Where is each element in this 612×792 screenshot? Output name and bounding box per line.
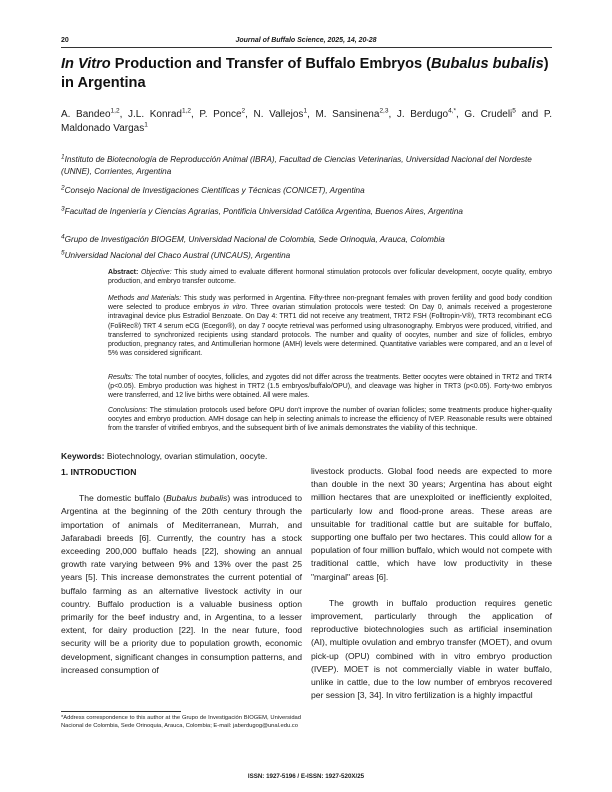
author-affiliation-mark: 5 [512, 107, 516, 115]
author-name: P. Maldonado Vargas [61, 109, 552, 134]
affiliation-number: 4 [61, 233, 65, 241]
section-heading: 1. INTRODUCTION [61, 467, 137, 477]
author-name: J.L. Konrad [127, 109, 182, 120]
abstract-objective: Abstract: Objective: This study aimed to evaluate different hormonal stimulation protocols over follicular development, oocyte quality, embryo production, and embryo transfer outcome. [108, 269, 552, 286]
intro-paragraph-1-continued: livestock products. Global food needs are expected to more than double in the next 30 years; Argentina has about eight million hectares that are unexploited or inefficiently exploited, particularly low and flood-prone areas. These areas are unsuitable for traditional cattle but are suitable for buffalo, supporting one buffalo per two hectares. This could allow for a population of four million buffalo, which would not compete with traditional cattle, which have low productivity in these "marginal" areas [6]. [311, 466, 552, 582]
intro-paragraph-1: The domestic buffalo (Bubalus bubalis) was introduced to Argentina at the beginning of the 20th century through the importation of animals of Mediterranean, Murrah, and Jafarabadi breeds [6]. Currently, the country has a stock exceeding 200,000 buffalo heads [22], showing an annual growth rate varying between 9% and 13% over the past 25 years [5]. This increase demonstrates the current potential of buffalo farming as an alternative livestock activity in our country. Buffalo production is a valuable business option primarily for the beef industry and, in Argentina, to a lesser extent, for dairy production [22]. In the near future, food security will be a priority due to population growth, economic development, significant changes in consumption patterns, and increased consumption of [61, 493, 302, 675]
affiliation-text: Facultad de Ingeniería y Ciencias Agrarias, Pontificia Universidad Católica Argentina, Buenos Aires, Argentina [64, 207, 463, 216]
author-name: P. Ponce [199, 109, 242, 120]
keywords: Keywords: Biotechnology, ovarian stimulation, oocyte. [61, 451, 268, 461]
affiliation [61, 154, 552, 177]
intro-paragraph-2: The growth in buffalo production requires genetic improvement, particularly through the application of reproductive biotechnologies such as artificial insemination (AI), multiple ovulation and embryo transfer (MOET), and ovum pick-up (OPU) combined with in vitro embryo production (IVEP). MOET is not commercially viable in water buffalo, unlike in cattle, due to the low number of embryos recovered per session [3, 34]. In vitro fertilization is a highly impactful [311, 597, 552, 701]
author-list [61, 108, 552, 136]
abstract-methods: Methods and Materials: This study was performed in Argentina. Fifty-three non-pregnant females with proven fertility and good body condition were selected to produce embryos in vitro. Three ovarian stimulation protocols were tested: On Day 0, animals received a progesterone intravaginal device plus Estradiol Benzoate. On Day 4: TRT1 did not receive any treatment, TRT2 FSH (Folltropin-V®), TRT3 recombinant eCG (FoliRec®) TRT 4 serum eCG (Ecegon®), on day 7 oocyte retrieval was performed using ultrasonography. Embryos were produced, vitrified, and transferred to synchronized recipients using standard protocols. The number and quality of oocytes, number and size of follicles, embryo production, pregnancy rates, and Antimullerian hormone (AMH) levels were determined. Quantitative variables were compared, and an α level of 5% was considered significant. [108, 295, 553, 358]
author-separator: , [245, 109, 254, 120]
author-separator: , [119, 109, 128, 120]
author-name: G. Crudeli [464, 109, 513, 120]
author-affiliation-mark: 2 [241, 107, 246, 115]
affiliation-number: 1 [61, 153, 65, 161]
author-affiliation-mark: 1,2 [110, 107, 120, 115]
affiliation [61, 206, 552, 218]
author-name: J. Berdugo [396, 109, 449, 120]
abstract-conclusions: Conclusions: The stimulation protocols used before OPU don't improve the number of ovarian follicles; some treatments produce higher-quality oocytes and embryo production. AMH dosage can help in selecting animals to increase the efficiency of IVEP. Reasonable results were obtained from the transfer of vitrified embryos, and the subsequent birth of live animals demonstrates the viability of this technique. [108, 407, 553, 433]
running-header: Journal of Buffalo Science, 2025, 14, 20-28 [235, 37, 377, 44]
affiliation [61, 185, 552, 197]
author-affiliation-mark: 1 [144, 121, 148, 129]
affiliation-number: 2 [61, 184, 65, 192]
header-rule [61, 47, 552, 48]
affiliation-number: 5 [61, 249, 65, 257]
article-title: In Vitro Production and Transfer of Buffalo Embryos (Bubalus bubalis) in Argentina [61, 56, 549, 91]
author-affiliation-mark: 1 [303, 107, 308, 115]
affiliation-text: Universidad Nacional del Chaco Austral (UNCAUS), Argentina [64, 251, 291, 260]
affiliation-text: Grupo de Investigación BIOGEM, Universidad Nacional de Colombia, Sede Orinoquia, Arauca, Colombia [64, 235, 445, 244]
left-column [61, 466, 302, 690]
author-name: M. Sansinena [315, 109, 380, 120]
footnote-rule [61, 711, 181, 712]
affiliation [61, 234, 552, 246]
issn-footer: ISSN: 1927-5196 / E-ISSN: 1927-520X/25 [247, 773, 365, 780]
correspondence-footnote: *Address correspondence to this author at the Grupo de Investigación BIOGEM, Universidad Nacional de Colombia, Sede Orinoquia, Arauca, Colombia; E-mail: jaberdugog@unal.edu.co [61, 715, 301, 729]
affiliation-text: Instituto de Biotecnología de Reproducción Animal (IBRA), Facultad de Ciencias Veterinarias, Universidad Nacional del Nordeste (UNNE), Corrientes, Argentina [61, 155, 532, 176]
author-affiliation-mark: 1,2 [181, 107, 192, 115]
page-number: 20 [61, 37, 69, 44]
author-separator: and [515, 109, 544, 120]
author-separator: , [191, 109, 200, 120]
affiliation-text: Consejo Nacional de Investigaciones Científicas y Técnicas (CONICET), Argentina [64, 186, 365, 195]
author-affiliation-mark: 2,3 [379, 107, 389, 115]
author-affiliation-mark: 4,* [448, 107, 457, 115]
author-separator: , [456, 109, 465, 120]
author-name: N. Vallejos [253, 109, 304, 120]
author-separator: , [307, 109, 316, 120]
right-column [311, 465, 552, 715]
affiliation [61, 250, 552, 262]
affiliation-number: 3 [61, 205, 65, 213]
abstract-results: Results: The total number of oocytes, follicles, and zygotes did not differ across the treatments. Better oocytes were obtained in TRT2 and TRT4 (p<0.05). Embryo production was highest in TRT2 (1.5 embryos/buffalo/OPU), and cleavage was higher in TRT3 (p<0.05). Forty-two embryos were transferred, and 12 live births were obtained. All were males. [108, 374, 552, 400]
author-name: A. Bandeo [61, 109, 111, 120]
author-separator: , [388, 109, 397, 120]
